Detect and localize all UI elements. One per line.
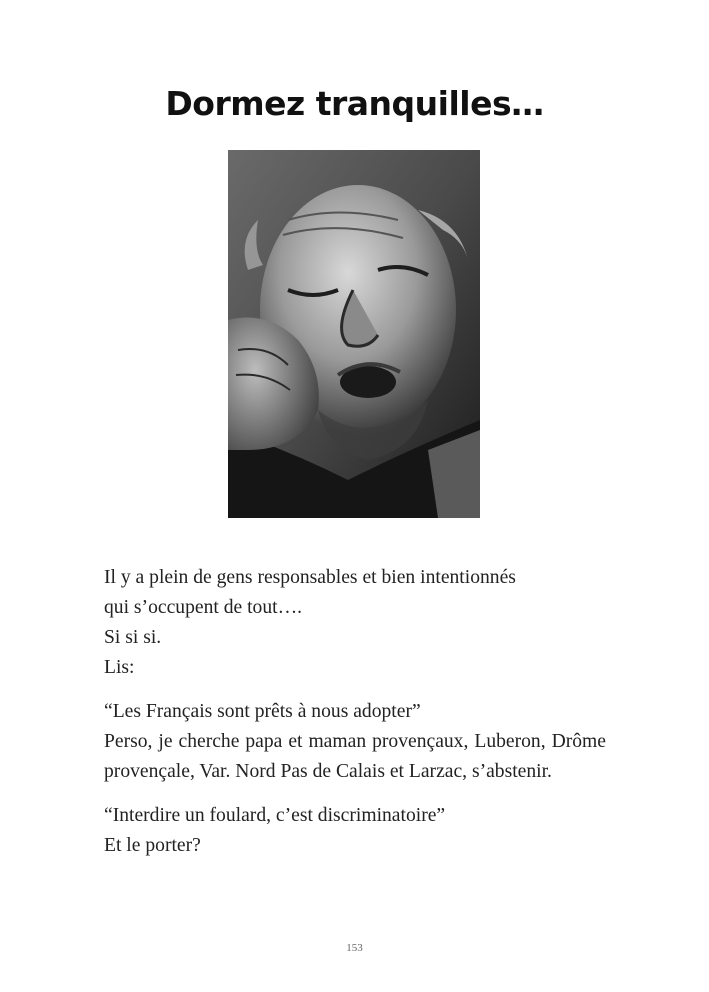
quote-line: “Les Français sont prêts à nous adopter”	[104, 701, 421, 722]
comment-text: Perso, je cherche papa et maman provençaux, Luberon, Drôme provençale, Var. Nord Pas de Calais et Larzac, s’abstenir.	[104, 731, 606, 782]
comment-text: Et le porter?	[104, 835, 201, 856]
body-text	[104, 563, 606, 875]
foulard-paragraph	[104, 801, 606, 861]
intro-paragraph	[104, 563, 606, 683]
adoption-paragraph	[104, 697, 606, 787]
text-line: Il y a plein de gens responsables et bien intentionnés	[104, 567, 516, 588]
page-number: 153	[346, 942, 363, 954]
page-title: Dormez tranquilles…	[165, 84, 544, 123]
sleeping-man-photo	[228, 150, 480, 518]
text-line: Si si si.	[104, 627, 162, 648]
quote-line: “Interdire un foulard, c’est discriminatoire”	[104, 805, 446, 826]
text-line: Lis:	[104, 657, 135, 678]
text-line: qui s’occupent de tout….	[104, 597, 303, 618]
